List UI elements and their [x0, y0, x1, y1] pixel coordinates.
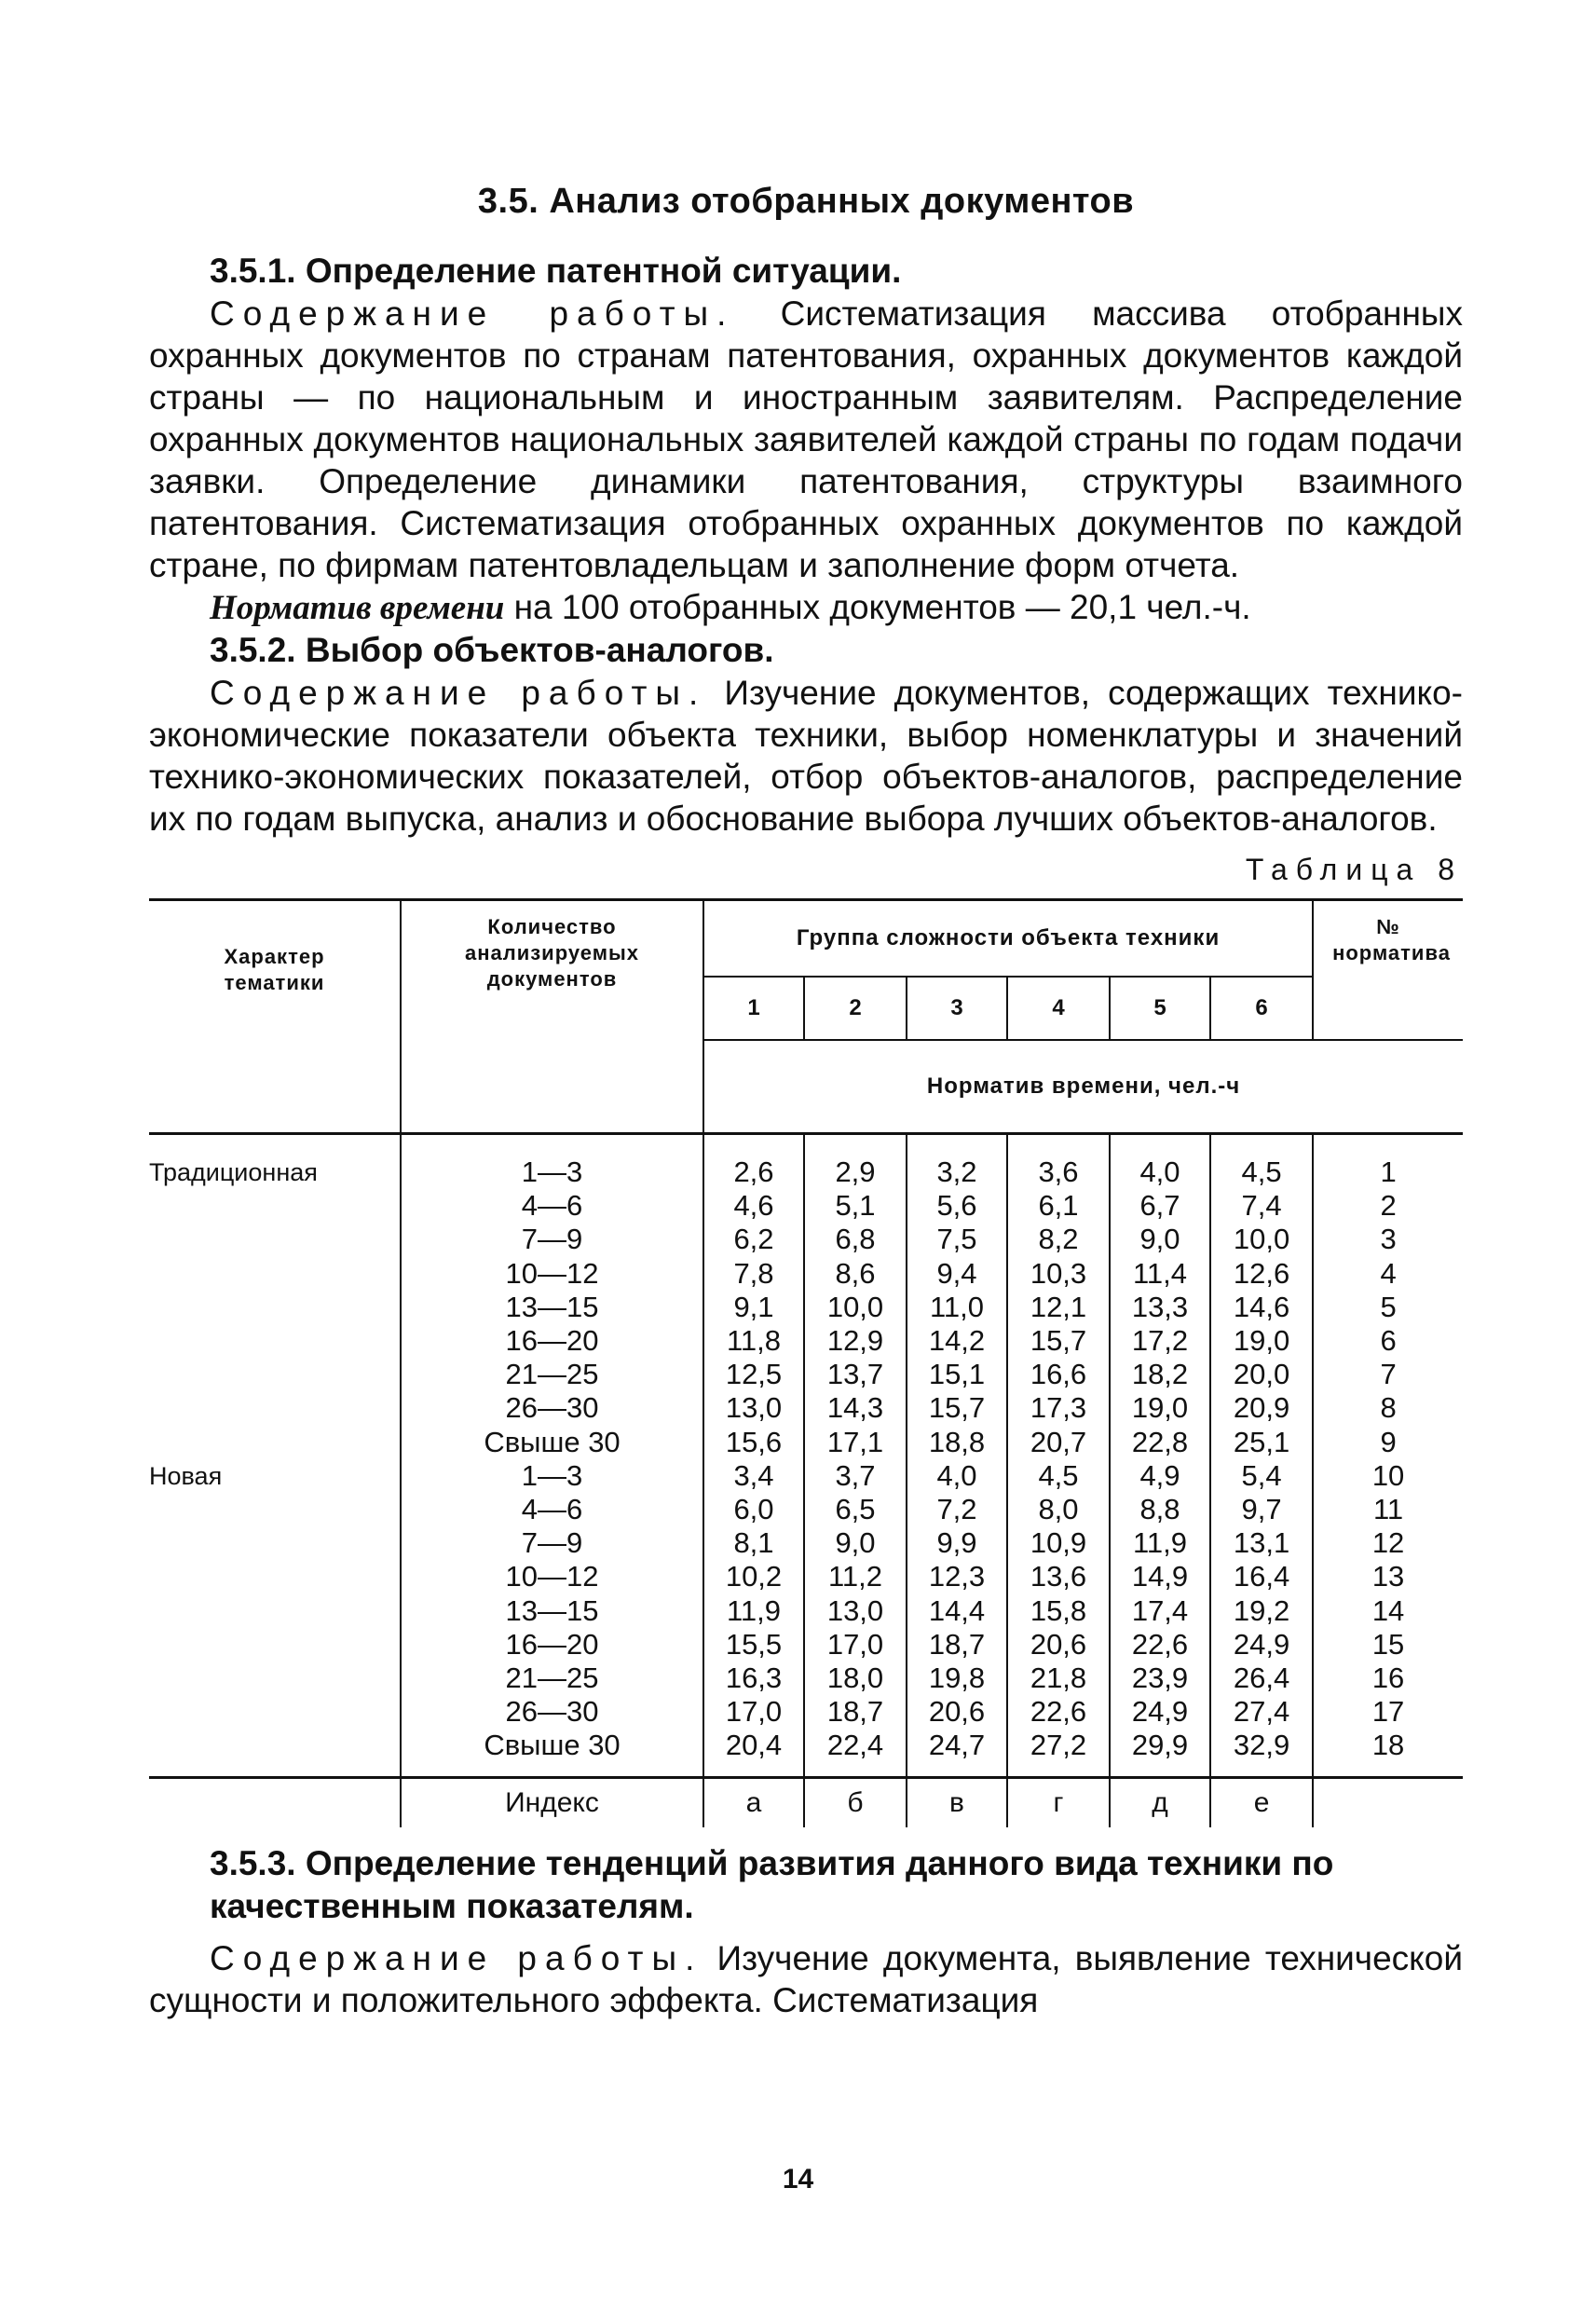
value-cell: 19,2 [1233, 1593, 1290, 1627]
value-cell: 8,2 [1038, 1223, 1079, 1256]
value-cell: 19,0 [1131, 1391, 1189, 1425]
value-cell: 3,4 [733, 1458, 774, 1492]
value-cell: 9,7 [1241, 1493, 1282, 1526]
value-cell: 10,0 [1233, 1223, 1290, 1256]
norm-no-cell: 17 [1371, 1695, 1405, 1729]
theme-cell [149, 1223, 400, 1256]
value-cell: 18,0 [826, 1661, 884, 1695]
value-cell: 3,6 [1038, 1156, 1079, 1188]
value-cell: 7,4 [1241, 1189, 1282, 1223]
col-group-1 [703, 1134, 804, 1778]
theme-cell [149, 1628, 400, 1661]
value-cell: 5,1 [835, 1189, 876, 1223]
norm-table [149, 898, 1463, 1827]
value-cell: 24,9 [1131, 1695, 1189, 1729]
value-cell: 20,0 [1233, 1358, 1290, 1391]
theme-cell [149, 1594, 400, 1628]
value-cell: 3,2 [936, 1156, 977, 1188]
col-group-3 [907, 1134, 1007, 1778]
value-cell: 16,3 [725, 1661, 783, 1695]
value-cell: 22,8 [1131, 1425, 1189, 1458]
value-cell: 6,8 [835, 1223, 876, 1256]
value-cell: 11,9 [726, 1593, 782, 1627]
value-cell: 14,4 [928, 1593, 986, 1627]
value-cell: 8,8 [1139, 1493, 1180, 1526]
value-cell: 2,6 [733, 1156, 774, 1188]
value-cell: 17,1 [826, 1425, 884, 1458]
value-cell: 7,8 [733, 1256, 774, 1290]
col-group-2 [804, 1134, 907, 1778]
norm-no-cell: 18 [1371, 1729, 1405, 1762]
value-cell: 15,8 [1030, 1593, 1087, 1627]
index-value-6: е [1210, 1777, 1313, 1827]
value-cell: 17,0 [826, 1627, 884, 1661]
value-cell: 20,9 [1233, 1391, 1290, 1425]
value-cell: 15,5 [725, 1627, 783, 1661]
value-cell: 19,8 [928, 1661, 986, 1695]
value-cell: 4,0 [936, 1458, 977, 1492]
value-cell: 22,6 [1131, 1627, 1189, 1661]
value-cell: 12,9 [826, 1324, 884, 1358]
count-cell: 4—6 [521, 1493, 583, 1526]
value-cell: 18,7 [928, 1627, 986, 1661]
subsection-title-3-5-2: 3.5.2. Выбор объектов-аналогов. [210, 631, 774, 669]
header-norm-no: № норматива [1332, 915, 1451, 964]
value-cell: 20,6 [1030, 1627, 1087, 1661]
value-cell: 8,1 [733, 1526, 774, 1560]
group-number-4: 4 [1007, 977, 1110, 1040]
count-cell: 1—3 [521, 1458, 583, 1492]
index-blank-cell [149, 1777, 401, 1827]
theme-cell [149, 1391, 400, 1425]
value-cell: 6,2 [733, 1223, 774, 1256]
value-cell: 14,3 [826, 1391, 884, 1425]
count-cell: 13—15 [505, 1593, 599, 1627]
count-cell: Свыше 30 [484, 1729, 621, 1762]
theme-cell [149, 1661, 400, 1695]
count-cell: 21—25 [505, 1358, 599, 1391]
theme-cell [149, 1526, 400, 1560]
group-number-5: 5 [1110, 977, 1210, 1040]
value-cell: 21,8 [1030, 1661, 1087, 1695]
group-number-1: 1 [703, 977, 804, 1040]
norm-label: Норматив времени [210, 589, 505, 627]
value-cell: 17,0 [725, 1695, 783, 1729]
count-cell: 21—25 [505, 1661, 599, 1695]
paragraph-3-5-2 [149, 672, 1463, 840]
value-cell: 11,4 [1132, 1256, 1188, 1290]
value-cell: 13,1 [1233, 1526, 1290, 1560]
theme-cell [149, 1291, 400, 1324]
theme-cell [149, 1358, 400, 1391]
index-value-4: г [1007, 1777, 1110, 1827]
lead-phrase: Содержание работы. [210, 674, 707, 712]
value-cell: 16,6 [1030, 1358, 1087, 1391]
value-cell: 7,5 [936, 1223, 977, 1256]
value-cell: 9,0 [1139, 1223, 1180, 1256]
value-cell: 4,9 [1139, 1458, 1180, 1492]
norm-no-cell: 12 [1371, 1526, 1405, 1560]
value-cell: 18,7 [826, 1695, 884, 1729]
value-cell: 12,5 [725, 1358, 783, 1391]
value-cell: 18,2 [1131, 1358, 1189, 1391]
paragraph-3-5-3 [149, 1937, 1463, 2021]
value-cell: 22,4 [826, 1729, 884, 1762]
value-cell: 13,6 [1030, 1560, 1087, 1593]
count-cell: 1—3 [521, 1156, 583, 1188]
norm-no-cell: 15 [1371, 1627, 1405, 1661]
count-cell: 26—30 [505, 1695, 599, 1729]
header-norm-time: Норматив времени, чел.-ч [926, 1073, 1241, 1099]
value-cell: 11,8 [726, 1324, 782, 1358]
header-count: Количество анализируемых документов [401, 900, 703, 1134]
paragraph-text: Изучение документов, содержащих технико-экономические показатели объекта техники, выбор номенклатуры и значений технико-экономических показателей, отбор объектов-аналогов, распределение их по годам выпуска, анализ и обоснование выбора лучших объектов-аналогов. [149, 674, 1463, 838]
col-theme [149, 1134, 401, 1778]
value-cell: 6,1 [1038, 1189, 1079, 1223]
norm-no-cell: 8 [1380, 1391, 1397, 1425]
value-cell: 5,6 [936, 1189, 977, 1223]
value-cell: 24,9 [1233, 1627, 1290, 1661]
count-cell: 10—12 [505, 1560, 599, 1593]
value-cell: 4,6 [733, 1189, 774, 1223]
value-cell: 19,0 [1233, 1324, 1290, 1358]
value-cell: 10,0 [826, 1290, 884, 1323]
header-group: Группа сложности объекта техники [703, 900, 1313, 978]
count-cell: Свыше 30 [484, 1425, 621, 1458]
value-cell: 11,2 [827, 1560, 883, 1593]
theme-cell [149, 1560, 400, 1593]
paragraph-text: Систематизация массива отобранных охранных документов по странам патентования, охранных документов каждой страны — по национальным и иностранным заявителям. Распределение охранных документов национальных заявителей каждой страны по годам подачи заявки. Определение динамики патентования, структуры взаимного патентования. Систематизация отобранных охранных документов по каждой стране, по фирмам патентовладельцам и заполнение форм отчета. [149, 294, 1463, 584]
value-cell: 26,4 [1233, 1661, 1290, 1695]
value-cell: 11,9 [1132, 1526, 1188, 1560]
value-cell: 10,2 [725, 1560, 783, 1593]
norm-no-cell: 1 [1380, 1156, 1397, 1188]
table-caption: Таблица 8 [1245, 853, 1463, 886]
norm-no-cell: 11 [1372, 1493, 1404, 1526]
value-cell: 22,6 [1030, 1695, 1087, 1729]
value-cell: 15,7 [1030, 1324, 1087, 1358]
value-cell: 6,7 [1139, 1189, 1180, 1223]
norm-no-cell: 3 [1380, 1223, 1397, 1256]
theme-cell [149, 1695, 400, 1729]
col-norm-no [1313, 1134, 1463, 1778]
col-group-4 [1007, 1134, 1110, 1778]
value-cell: 20,4 [725, 1729, 783, 1762]
value-cell: 9,4 [936, 1256, 977, 1290]
count-cell: 26—30 [505, 1391, 599, 1425]
group-number-3: 3 [907, 977, 1007, 1040]
paragraph-text: Изучение документа, выявление технической сущности и положительного эффекта. Систематизация [149, 1938, 1463, 2019]
value-cell: 20,6 [928, 1695, 986, 1729]
theme-cell [149, 1426, 400, 1459]
page-number: 14 [782, 2164, 814, 2195]
value-cell: 12,6 [1233, 1256, 1290, 1290]
value-cell: 10,9 [1030, 1526, 1087, 1560]
value-cell: 11,0 [929, 1290, 985, 1323]
norm-no-cell: 6 [1380, 1324, 1397, 1358]
group-number-6: 6 [1210, 977, 1313, 1040]
value-cell: 9,1 [733, 1290, 774, 1323]
count-cell: 16—20 [505, 1324, 599, 1358]
value-cell: 13,0 [826, 1593, 884, 1627]
group-number-2: 2 [804, 977, 907, 1040]
col-group-6 [1210, 1134, 1313, 1778]
theme-cell [149, 1493, 400, 1526]
value-cell: 17,3 [1030, 1391, 1087, 1425]
lead-phrase: Содержание работы. [210, 1938, 703, 1977]
value-cell: 13,7 [826, 1358, 884, 1391]
value-cell: 20,7 [1030, 1425, 1087, 1458]
value-cell: 5,4 [1241, 1458, 1282, 1492]
value-cell: 16,4 [1233, 1560, 1290, 1593]
value-cell: 9,9 [936, 1526, 977, 1560]
theme-cell [149, 1257, 400, 1291]
index-end-cell [1313, 1777, 1463, 1827]
theme-cell [149, 1189, 400, 1223]
index-value-3: в [907, 1777, 1007, 1827]
subsection-title-3-5-1: 3.5.1. Определение патентной ситуации. [210, 252, 902, 290]
value-cell: 12,1 [1030, 1290, 1087, 1323]
section-title: 3.5. Анализ отобранных документов [477, 182, 1135, 221]
header-theme: Характер тематики [149, 900, 401, 1134]
page-content [149, 182, 1463, 2021]
norm-no-cell: 4 [1380, 1256, 1397, 1290]
count-cell: 7—9 [521, 1223, 583, 1256]
value-cell: 2,9 [835, 1156, 876, 1188]
value-cell: 14,6 [1233, 1290, 1290, 1323]
subsection-title-3-5-3: 3.5.3. Определение тенденций развития данного вида техники по качественным показателям. [210, 1843, 1334, 1925]
norm-no-cell: 14 [1371, 1593, 1405, 1627]
value-cell: 14,2 [928, 1324, 986, 1358]
value-cell: 32,9 [1233, 1729, 1290, 1762]
theme-cell: Новая [149, 1461, 223, 1490]
lead-phrase: Содержание работы. [210, 294, 735, 333]
value-cell: 4,5 [1241, 1156, 1282, 1188]
count-cell: 16—20 [505, 1627, 599, 1661]
value-cell: 4,5 [1038, 1458, 1079, 1492]
theme-cell [149, 1729, 400, 1762]
col-count [401, 1134, 703, 1778]
norm-no-cell: 9 [1380, 1425, 1397, 1458]
value-cell: 12,3 [928, 1560, 986, 1593]
norm-no-cell: 2 [1380, 1189, 1397, 1223]
value-cell: 29,9 [1131, 1729, 1189, 1762]
value-cell: 4,0 [1139, 1156, 1180, 1188]
norm-line-3-5-1 [149, 586, 1463, 629]
count-cell: 13—15 [505, 1290, 599, 1323]
value-cell: 10,3 [1030, 1256, 1087, 1290]
value-cell: 17,4 [1131, 1593, 1189, 1627]
value-cell: 27,2 [1030, 1729, 1087, 1762]
value-cell: 9,0 [835, 1526, 876, 1560]
index-label: Индекс [401, 1777, 703, 1827]
value-cell: 8,0 [1038, 1493, 1079, 1526]
theme-cell: Традиционная [149, 1158, 318, 1186]
norm-no-cell: 10 [1371, 1458, 1405, 1492]
value-cell: 17,2 [1131, 1324, 1189, 1358]
value-cell: 24,7 [928, 1729, 986, 1762]
norm-no-cell: 5 [1380, 1290, 1397, 1323]
norm-no-cell: 7 [1380, 1358, 1397, 1391]
index-value-1: а [703, 1777, 804, 1827]
norm-no-cell: 16 [1371, 1661, 1405, 1695]
col-group-5 [1110, 1134, 1210, 1778]
value-cell: 25,1 [1233, 1425, 1290, 1458]
value-cell: 3,7 [835, 1458, 876, 1492]
value-cell: 15,6 [725, 1425, 783, 1458]
value-cell: 18,8 [928, 1425, 986, 1458]
value-cell: 15,7 [928, 1391, 986, 1425]
norm-no-cell: 13 [1371, 1560, 1405, 1593]
count-cell: 10—12 [505, 1256, 599, 1290]
value-cell: 6,0 [733, 1493, 774, 1526]
value-cell: 7,2 [936, 1493, 977, 1526]
theme-cell [149, 1324, 400, 1358]
index-value-2: б [804, 1777, 907, 1827]
index-value-5: д [1110, 1777, 1210, 1827]
count-cell: 4—6 [521, 1189, 583, 1223]
value-cell: 15,1 [928, 1358, 986, 1391]
value-cell: 23,9 [1131, 1661, 1189, 1695]
value-cell: 27,4 [1233, 1695, 1290, 1729]
value-cell: 13,0 [725, 1391, 783, 1425]
norm-text: на 100 отобранных документов — 20,1 чел.-ч. [504, 588, 1251, 626]
value-cell: 6,5 [835, 1493, 876, 1526]
value-cell: 8,6 [835, 1256, 876, 1290]
count-cell: 7—9 [521, 1526, 583, 1560]
value-cell: 13,3 [1131, 1290, 1189, 1323]
paragraph-3-5-1 [149, 293, 1463, 586]
value-cell: 14,9 [1131, 1560, 1189, 1593]
